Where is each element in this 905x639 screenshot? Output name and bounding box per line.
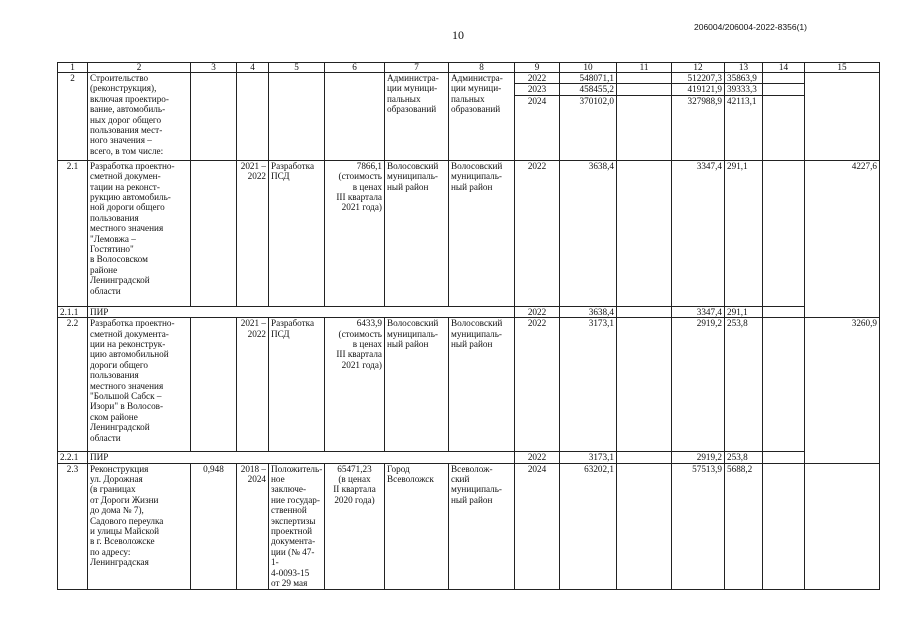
cell xyxy=(763,73,805,84)
cell xyxy=(805,73,880,161)
cell: Волосовский муниципаль- ный район xyxy=(449,318,515,452)
header-cell: 2 xyxy=(88,63,191,73)
header-cell: 13 xyxy=(725,63,763,73)
cell xyxy=(763,452,805,463)
header-cell: 10 xyxy=(560,63,617,73)
cell: 7866,1 (стоимость в ценах III квартала 2021 года) xyxy=(325,160,385,306)
year-cell: 2022 xyxy=(515,73,560,84)
cell xyxy=(763,318,805,452)
year-cell: 2022 xyxy=(515,160,560,306)
cell: Город Всеволожск xyxy=(385,463,449,589)
value-cell: 57513,9 xyxy=(672,463,725,589)
year-cell: 2023 xyxy=(515,84,560,95)
value-cell: 3347,4 xyxy=(672,160,725,306)
cell xyxy=(191,318,237,452)
row-number: 2.1.1 xyxy=(58,306,88,317)
cell: Администра- ции муници- пальных образований xyxy=(449,73,515,161)
cell xyxy=(805,463,880,589)
row-number: 2 xyxy=(58,73,88,161)
header-cell: 3 xyxy=(191,63,237,73)
row-number: 2.1 xyxy=(58,160,88,306)
header-cell: 6 xyxy=(325,63,385,73)
header-cell: 1 xyxy=(58,63,88,73)
value-cell: 39333,3 xyxy=(725,84,763,95)
value-cell: 2919,2 xyxy=(672,318,725,452)
cell: Волосовский муниципаль- ный район xyxy=(449,160,515,306)
data-table xyxy=(57,62,880,590)
value-cell: 512207,3 xyxy=(672,73,725,84)
cell: Разработка ПСД xyxy=(269,318,325,452)
table-row xyxy=(58,73,880,84)
header-cell: 14 xyxy=(763,63,805,73)
value-cell: 253,8 xyxy=(725,452,763,463)
cell: Волосовский муниципаль- ный район xyxy=(385,318,449,452)
cell: 2021 – 2022 xyxy=(237,318,269,452)
row-name: Реконструкция ул. Дорожная (в границах от Дороги Жизни до дома № 7), Садового переулка и улицы Майской в г. Всеволожске по адресу: Ленинградская xyxy=(88,463,191,589)
row-number: 2.2.1 xyxy=(58,452,88,463)
cell xyxy=(617,84,672,95)
header-cell: 12 xyxy=(672,63,725,73)
value-cell: 3173,1 xyxy=(560,318,617,452)
value-cell: 370102,0 xyxy=(560,95,617,160)
value-cell: 291,1 xyxy=(725,160,763,306)
header-cell: 9 xyxy=(515,63,560,73)
value-cell: 2919,2 xyxy=(672,452,725,463)
header-cell: 7 xyxy=(385,63,449,73)
table-row xyxy=(58,318,880,452)
year-cell: 2022 xyxy=(515,452,560,463)
value-cell: 419121,9 xyxy=(672,84,725,95)
value-cell: 0,948 xyxy=(191,463,237,589)
cell: 2018 – 2024 xyxy=(237,463,269,589)
cell xyxy=(763,463,805,589)
value-cell: 458455,2 xyxy=(560,84,617,95)
header-cell: 11 xyxy=(617,63,672,73)
cell: 6433,9 (стоимость в ценах III квартала 2021 года) xyxy=(325,318,385,452)
cell xyxy=(617,95,672,160)
header-cell: 8 xyxy=(449,63,515,73)
cell xyxy=(191,73,237,161)
row-name: Разработка проектно- сметной докумен- тации на реконст- рукцию автомобиль- ной дороги общего пользования местного значения "Лемовжа – Гостятино" в Волосовском районе Ленинградской области xyxy=(88,160,191,306)
cell xyxy=(191,160,237,306)
header-row xyxy=(58,63,880,73)
row-name: Строительство (реконструкция), включая проектиро- вание, автомобиль- ных дорог общего пользования мест- ного значения – всего, в том числе: xyxy=(88,73,191,161)
value-cell: 3173,1 xyxy=(560,452,617,463)
value-cell: 5688,2 xyxy=(725,463,763,589)
document-id: 206004/206004-2022-8356(1) xyxy=(694,22,807,32)
year-cell: 2022 xyxy=(515,306,560,317)
value-cell: 3260,9 xyxy=(805,318,880,463)
value-cell: 42113,1 xyxy=(725,95,763,160)
row-name: ПИР xyxy=(88,306,515,317)
value-cell: 63202,1 xyxy=(560,463,617,589)
row-name: Разработка проектно- сметной документа- ции на реконструк- цию автомобильной дороги общего пользования местного значения "Большой Сабск – Изори" в Волосов- ском районе Ленинградской области xyxy=(88,318,191,452)
value-cell: 291,1 xyxy=(725,306,763,317)
row-name: ПИР xyxy=(88,452,515,463)
year-cell: 2024 xyxy=(515,463,560,589)
table-row xyxy=(58,452,880,463)
year-cell: 2022 xyxy=(515,318,560,452)
value-cell: 3638,4 xyxy=(560,306,617,317)
row-number: 2.3 xyxy=(58,463,88,589)
cell: Администра- ции муници- пальных образований xyxy=(385,73,449,161)
value-cell: 35863,9 xyxy=(725,73,763,84)
cell: Всеволож- ский муниципаль- ный район xyxy=(449,463,515,589)
cell xyxy=(763,160,805,306)
page-number: 10 xyxy=(452,28,464,42)
cell: Разработка ПСД xyxy=(269,160,325,306)
header-cell: 5 xyxy=(269,63,325,73)
cell: 65471,23 (в ценах II квартала 2020 года) xyxy=(325,463,385,589)
cell xyxy=(325,73,385,161)
cell xyxy=(617,73,672,84)
value-cell: 327988,9 xyxy=(672,95,725,160)
cell xyxy=(269,73,325,161)
value-cell: 548071,1 xyxy=(560,73,617,84)
cell xyxy=(617,160,672,306)
table-row xyxy=(58,463,880,589)
cell xyxy=(237,73,269,161)
cell: 2021 – 2022 xyxy=(237,160,269,306)
cell xyxy=(763,84,805,95)
value-cell: 3347,4 xyxy=(672,306,725,317)
cell xyxy=(763,306,805,317)
header-cell: 4 xyxy=(237,63,269,73)
cell xyxy=(617,318,672,452)
header-cell: 15 xyxy=(805,63,880,73)
cell xyxy=(763,95,805,160)
cell xyxy=(617,452,672,463)
row-number: 2.2 xyxy=(58,318,88,452)
value-cell: 4227,6 xyxy=(805,160,880,317)
cell xyxy=(617,463,672,589)
table-row xyxy=(58,306,880,317)
year-cell: 2024 xyxy=(515,95,560,160)
table-row xyxy=(58,160,880,306)
cell: Положитель- ное заключе- ние государ- ственной экспертизы проектной документа- ции (№ 47-1- 4-0093-15 от 29 мая xyxy=(269,463,325,589)
cell xyxy=(617,306,672,317)
value-cell: 3638,4 xyxy=(560,160,617,306)
value-cell: 253,8 xyxy=(725,318,763,452)
cell: Волосовский муниципаль- ный район xyxy=(385,160,449,306)
